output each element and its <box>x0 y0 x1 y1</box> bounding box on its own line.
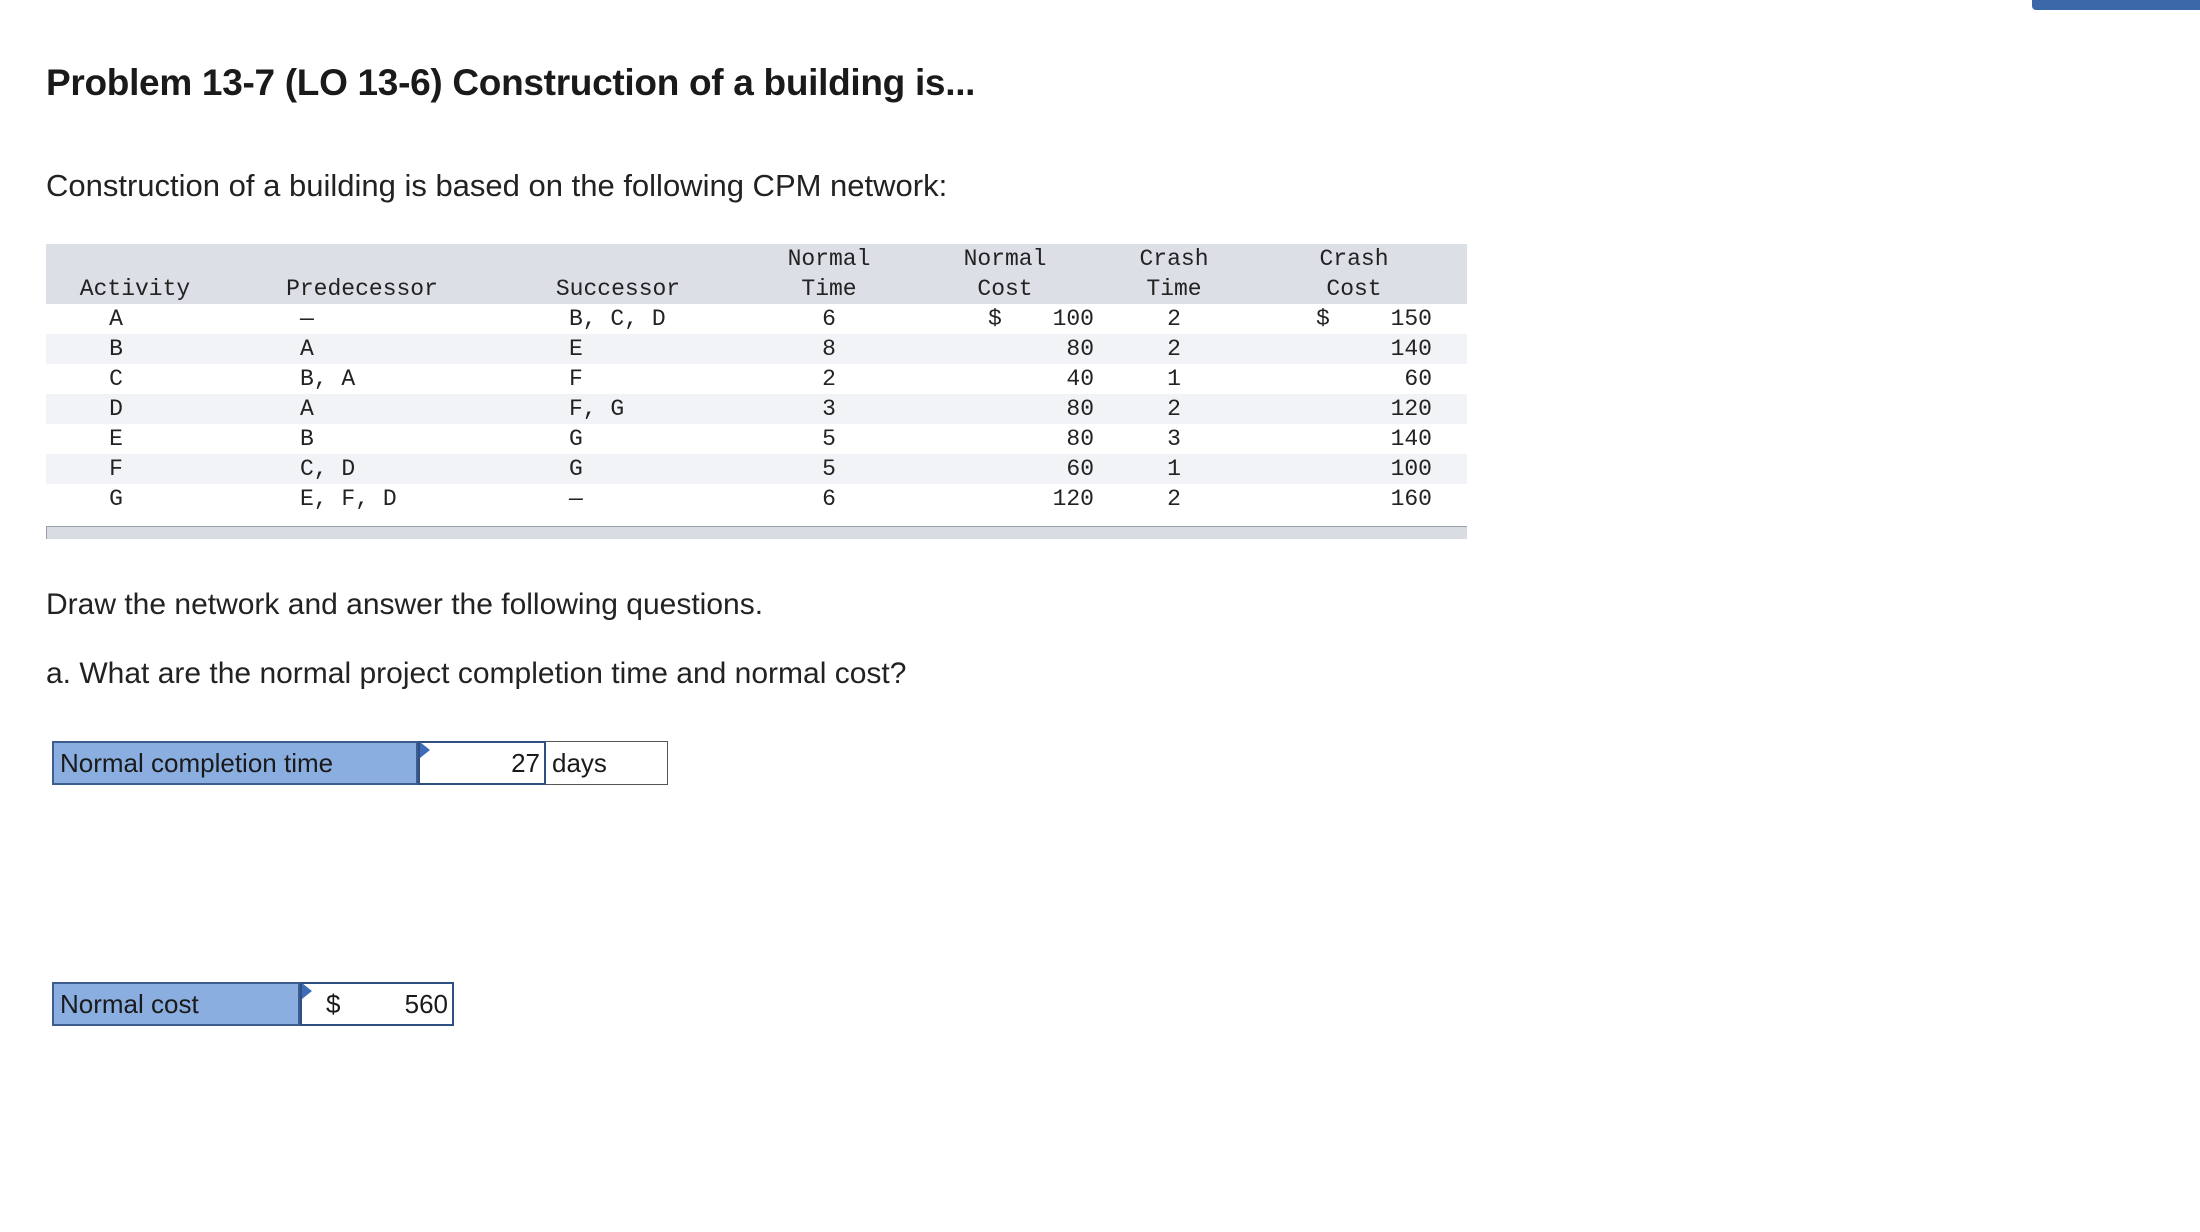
table-body <box>46 304 1467 514</box>
normal-cost-input[interactable] <box>300 982 454 1026</box>
cell-activity: C <box>109 366 123 392</box>
cell-crash-time: 1 <box>1167 456 1181 482</box>
cell-crash-cost-value: 60 <box>1404 366 1432 392</box>
header-activity: Activity <box>79 276 191 302</box>
cell-successor: F <box>569 366 583 392</box>
cell-activity: F <box>109 456 123 482</box>
completion-time-value: 27 <box>511 748 540 778</box>
normal-cost-currency: $ <box>326 989 341 1019</box>
header-successor: Successor <box>555 276 681 302</box>
cell-normal-time: 3 <box>822 396 836 422</box>
table-row <box>46 454 1467 484</box>
instruction-text: Draw the network and answer the following questions. <box>46 588 764 621</box>
completion-time-label: Normal completion time <box>52 741 418 785</box>
header-predecessor: Predecessor <box>286 276 438 302</box>
cell-activity: D <box>109 396 123 422</box>
normal-cost-answer-row <box>52 982 454 1026</box>
table-row <box>46 304 1467 334</box>
cell-predecessor: B <box>300 426 314 452</box>
cell-crash-time: 1 <box>1167 366 1181 392</box>
completion-time-unit: days <box>546 741 668 785</box>
table-row <box>46 424 1467 454</box>
top-right-button[interactable] <box>2032 0 2200 10</box>
cell-normal-time: 2 <box>822 366 836 392</box>
table-row <box>46 364 1467 394</box>
cell-successor: G <box>569 456 583 482</box>
intro-text: Construction of a building is based on the following CPM network: <box>46 168 948 203</box>
cell-predecessor: A <box>300 396 314 422</box>
completion-time-input[interactable] <box>418 741 546 785</box>
table-row <box>46 334 1467 364</box>
input-flag-icon <box>302 983 312 999</box>
header-normal-time: Normal Time <box>787 246 871 302</box>
cell-successor: — <box>569 486 583 512</box>
cell-successor: E <box>569 336 583 362</box>
cell-crash-time: 2 <box>1167 486 1181 512</box>
cell-normal-time: 8 <box>822 336 836 362</box>
cell-crash-cost-value: 150 <box>1390 306 1432 332</box>
cell-crash-cost-value: 160 <box>1390 486 1432 512</box>
cell-normal-cost-value: 80 <box>1066 426 1094 452</box>
cell-activity: E <box>109 426 123 452</box>
cell-crash-time: 2 <box>1167 306 1181 332</box>
cell-successor: F, G <box>569 396 625 422</box>
cell-crash-cost-value: 140 <box>1390 426 1432 452</box>
table-row <box>46 484 1467 514</box>
table-footer-bar <box>46 526 1467 539</box>
cell-predecessor: E, F, D <box>300 486 397 512</box>
cell-predecessor: B, A <box>300 366 356 392</box>
cell-crash-time: 2 <box>1167 396 1181 422</box>
header-crash-cost: Crash Cost <box>1319 246 1389 302</box>
cell-activity: B <box>109 336 123 362</box>
cell-normal-cost-value: 120 <box>1052 486 1094 512</box>
cell-successor: B, C, D <box>569 306 666 332</box>
cell-normal-cost-value: 100 <box>1052 306 1094 332</box>
cell-crash-time: 3 <box>1167 426 1181 452</box>
cpm-table <box>46 244 1467 539</box>
cell-activity: A <box>109 306 123 332</box>
cell-predecessor: — <box>300 306 314 332</box>
cell-crash-cost-value: 140 <box>1390 336 1432 362</box>
cell-crash-cost-value: 120 <box>1390 396 1432 422</box>
cell-crash-cost-currency: $ <box>1316 306 1330 332</box>
cell-normal-cost-value: 40 <box>1066 366 1094 392</box>
table-row <box>46 394 1467 424</box>
problem-title: Problem 13-7 (LO 13-6) Construction of a building is... <box>46 62 976 103</box>
normal-cost-label: Normal cost <box>52 982 300 1026</box>
cell-successor: G <box>569 426 583 452</box>
cell-activity: G <box>109 486 123 512</box>
cell-normal-time: 6 <box>822 306 836 332</box>
cell-normal-cost-value: 80 <box>1066 336 1094 362</box>
cell-predecessor: A <box>300 336 314 362</box>
cell-normal-cost-value: 60 <box>1066 456 1094 482</box>
completion-time-answer-row <box>52 741 668 785</box>
cell-crash-cost-value: 100 <box>1390 456 1432 482</box>
cell-normal-time: 5 <box>822 456 836 482</box>
header-normal-cost: Normal Cost <box>963 246 1047 302</box>
question-a: a. What are the normal project completion time and normal cost? <box>46 657 907 690</box>
cell-normal-cost-value: 80 <box>1066 396 1094 422</box>
cell-normal-time: 5 <box>822 426 836 452</box>
table-header-row <box>46 244 1467 304</box>
cell-predecessor: C, D <box>300 456 356 482</box>
normal-cost-value: 560 <box>404 989 448 1019</box>
cell-normal-time: 6 <box>822 486 836 512</box>
cell-normal-cost-currency: $ <box>988 306 1002 332</box>
input-flag-icon <box>420 742 430 758</box>
cell-crash-time: 2 <box>1167 336 1181 362</box>
header-crash-time: Crash Time <box>1139 246 1209 302</box>
